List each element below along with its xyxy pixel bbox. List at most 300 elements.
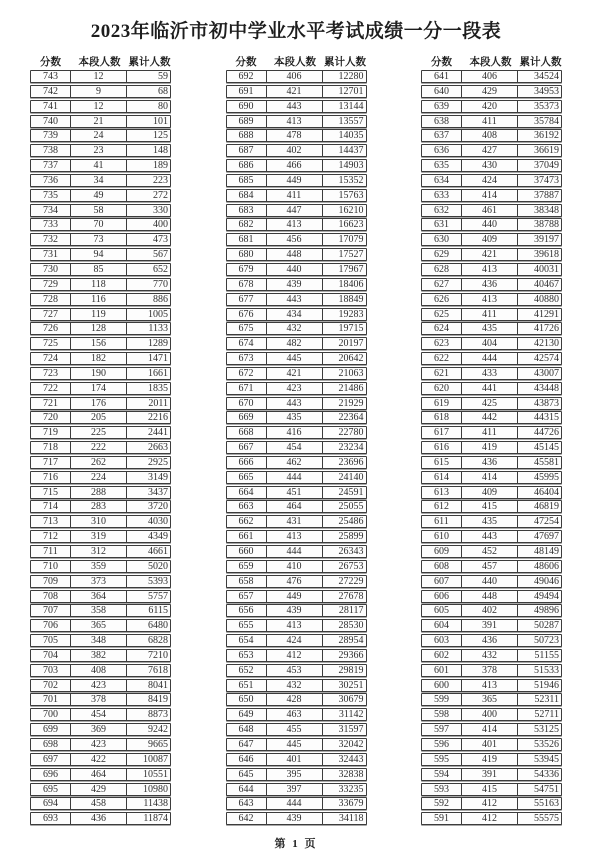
score-cell: 669 bbox=[227, 412, 267, 423]
segment-count-cell: 440 bbox=[462, 576, 518, 587]
cumulative-count-cell: 45145 bbox=[534, 442, 559, 454]
page-number: 第 1 页 bbox=[274, 838, 318, 851]
cumulative-count-cell: 3720 bbox=[148, 501, 168, 513]
segment-count-cell: 190 bbox=[71, 368, 127, 379]
score-cell: 656 bbox=[227, 605, 267, 616]
segment-count-cell: 482 bbox=[267, 338, 323, 349]
table-row bbox=[421, 308, 562, 321]
table-row bbox=[421, 337, 562, 350]
cumulative-count-cell: 17967 bbox=[338, 263, 364, 275]
cumulative-count-cell: 49494 bbox=[534, 590, 559, 602]
table-row bbox=[421, 649, 562, 662]
score-cell: 600 bbox=[422, 680, 462, 691]
cumulative-count-cell: 35784 bbox=[534, 115, 559, 127]
cumulative-count-cell: 34118 bbox=[338, 813, 364, 825]
segment-count-cell: 58 bbox=[71, 205, 127, 216]
cumulative-count-cell: 5020 bbox=[148, 560, 168, 572]
score-cell: 721 bbox=[31, 398, 71, 409]
cumulative-count-cell: 223 bbox=[153, 174, 168, 186]
table-row bbox=[226, 248, 367, 261]
score-cell: 634 bbox=[422, 175, 462, 186]
segment-count-cell: 176 bbox=[71, 398, 127, 409]
segment-count-cell: 445 bbox=[267, 739, 323, 750]
tables-container bbox=[30, 55, 562, 827]
score-cell: 687 bbox=[227, 145, 267, 156]
table-row bbox=[421, 604, 562, 617]
cumulative-count-cell: 652 bbox=[153, 263, 168, 275]
score-cell: 592 bbox=[422, 798, 462, 809]
cumulative-count-cell: 14035 bbox=[338, 130, 364, 142]
table-row bbox=[226, 797, 367, 810]
table-row bbox=[421, 263, 562, 276]
table-row bbox=[421, 530, 562, 543]
table-row bbox=[30, 129, 171, 142]
table-header bbox=[421, 55, 562, 67]
table-row bbox=[30, 486, 171, 499]
segment-count-cell: 423 bbox=[71, 680, 127, 691]
table-row bbox=[421, 204, 562, 217]
table-row bbox=[30, 233, 171, 246]
cumulative-count-cell: 2441 bbox=[148, 427, 168, 439]
table-row bbox=[30, 500, 171, 513]
table-row bbox=[226, 545, 367, 558]
cumulative-count-cell: 2663 bbox=[148, 442, 168, 454]
table-row bbox=[226, 679, 367, 692]
cumulative-count-cell: 42574 bbox=[534, 353, 559, 365]
score-cell: 654 bbox=[227, 635, 267, 646]
segment-count-cell: 411 bbox=[267, 190, 323, 201]
score-cell: 632 bbox=[422, 205, 462, 216]
table-row bbox=[226, 322, 367, 335]
score-cell: 596 bbox=[422, 739, 462, 750]
score-cell: 629 bbox=[422, 249, 462, 260]
table-row bbox=[421, 664, 562, 677]
segment-count-cell: 182 bbox=[71, 353, 127, 364]
cumulative-count-cell: 54751 bbox=[534, 783, 559, 795]
segment-count-cell: 401 bbox=[462, 739, 518, 750]
table-row bbox=[226, 693, 367, 706]
score-cell: 616 bbox=[422, 442, 462, 453]
table-row bbox=[30, 812, 171, 825]
table-row bbox=[226, 337, 367, 350]
score-cell: 597 bbox=[422, 724, 462, 735]
cumulative-count-cell: 13144 bbox=[338, 100, 364, 112]
cumulative-count-cell: 34524 bbox=[534, 71, 559, 82]
table-row bbox=[421, 159, 562, 172]
cumulative-count-cell: 567 bbox=[153, 249, 168, 261]
score-cell: 635 bbox=[422, 160, 462, 171]
score-cell: 731 bbox=[31, 249, 71, 260]
cumulative-count-cell: 34953 bbox=[534, 85, 559, 97]
table-row bbox=[226, 382, 367, 395]
score-cell: 655 bbox=[227, 620, 267, 631]
table-row bbox=[421, 322, 562, 335]
segment-count-cell: 451 bbox=[267, 487, 323, 498]
score-cell: 659 bbox=[227, 561, 267, 572]
cumulative-count-cell: 33235 bbox=[338, 783, 364, 795]
segment-count-cell: 454 bbox=[71, 709, 127, 720]
score-cell: 684 bbox=[227, 190, 267, 201]
cumulative-count-cell: 22364 bbox=[338, 412, 364, 424]
score-cell: 603 bbox=[422, 635, 462, 646]
cumulative-count-cell: 43873 bbox=[534, 397, 559, 409]
table-row bbox=[421, 708, 562, 721]
segment-count-cell: 419 bbox=[462, 442, 518, 453]
segment-count-cell: 119 bbox=[71, 309, 127, 320]
table-row bbox=[30, 382, 171, 395]
segment-count-cell: 413 bbox=[462, 294, 518, 305]
cumulative-count-cell: 43007 bbox=[534, 367, 559, 379]
segment-count-cell: 73 bbox=[71, 234, 127, 245]
header-segment-count: 本段人数 bbox=[274, 56, 316, 68]
table-row bbox=[421, 144, 562, 157]
score-cell: 639 bbox=[422, 101, 462, 112]
header-score: 分数 bbox=[431, 56, 452, 68]
score-cell: 732 bbox=[31, 234, 71, 245]
cumulative-count-cell: 3437 bbox=[148, 486, 168, 498]
cumulative-count-cell: 37473 bbox=[534, 174, 559, 186]
score-cell: 704 bbox=[31, 650, 71, 661]
cumulative-count-cell: 12701 bbox=[338, 85, 364, 97]
cumulative-count-cell: 41291 bbox=[534, 308, 559, 320]
segment-count-cell: 288 bbox=[71, 487, 127, 498]
cumulative-count-cell: 15763 bbox=[338, 189, 364, 201]
cumulative-count-cell: 8873 bbox=[148, 709, 168, 721]
cumulative-count-cell: 47697 bbox=[534, 531, 559, 543]
table-row bbox=[30, 738, 171, 751]
cumulative-count-cell: 1661 bbox=[148, 367, 168, 379]
score-cell: 649 bbox=[227, 709, 267, 720]
cumulative-count-cell: 46404 bbox=[534, 486, 559, 498]
table-row bbox=[226, 515, 367, 528]
segment-count-cell: 365 bbox=[462, 694, 518, 705]
cumulative-count-cell: 16210 bbox=[338, 204, 364, 216]
score-cell: 644 bbox=[227, 784, 267, 795]
segment-count-cell: 424 bbox=[462, 175, 518, 186]
segment-count-cell: 411 bbox=[462, 427, 518, 438]
table-row bbox=[30, 545, 171, 558]
segment-count-cell: 413 bbox=[267, 219, 323, 230]
cumulative-count-cell: 12280 bbox=[338, 71, 364, 82]
segment-count-cell: 436 bbox=[71, 813, 127, 824]
table-row bbox=[30, 649, 171, 662]
table-row bbox=[226, 204, 367, 217]
table-row bbox=[30, 322, 171, 335]
cumulative-count-cell: 50723 bbox=[534, 635, 559, 647]
cumulative-count-cell: 5757 bbox=[148, 590, 168, 602]
segment-count-cell: 435 bbox=[267, 412, 323, 423]
score-cell: 693 bbox=[31, 813, 71, 824]
cumulative-count-cell: 4349 bbox=[148, 531, 168, 543]
score-cell: 712 bbox=[31, 531, 71, 542]
segment-count-cell: 378 bbox=[71, 694, 127, 705]
segment-count-cell: 358 bbox=[71, 605, 127, 616]
cumulative-count-cell: 40031 bbox=[534, 263, 559, 275]
cumulative-count-cell: 148 bbox=[153, 145, 168, 157]
table-row bbox=[421, 738, 562, 751]
score-cell: 701 bbox=[31, 694, 71, 705]
segment-count-cell: 312 bbox=[71, 546, 127, 557]
segment-count-cell: 435 bbox=[462, 516, 518, 527]
segment-count-cell: 430 bbox=[462, 160, 518, 171]
score-cell: 743 bbox=[31, 71, 71, 82]
cumulative-count-cell: 38788 bbox=[534, 219, 559, 231]
table-row bbox=[226, 159, 367, 172]
cumulative-count-cell: 25899 bbox=[338, 531, 364, 543]
cumulative-count-cell: 20642 bbox=[338, 353, 364, 365]
table-row bbox=[30, 426, 171, 439]
segment-count-cell: 449 bbox=[267, 591, 323, 602]
table-row bbox=[30, 397, 171, 410]
score-cell: 591 bbox=[422, 813, 462, 824]
segment-count-cell: 476 bbox=[267, 576, 323, 587]
cumulative-count-cell: 19283 bbox=[338, 308, 364, 320]
table-row bbox=[30, 278, 171, 291]
score-cell: 678 bbox=[227, 279, 267, 290]
segment-count-cell: 436 bbox=[462, 635, 518, 646]
table-row bbox=[421, 441, 562, 454]
table-row bbox=[30, 708, 171, 721]
table-body bbox=[421, 70, 562, 825]
segment-count-cell: 444 bbox=[267, 798, 323, 809]
segment-count-cell: 23 bbox=[71, 145, 127, 156]
table-row bbox=[226, 738, 367, 751]
table-row bbox=[30, 441, 171, 454]
score-cell: 679 bbox=[227, 264, 267, 275]
cumulative-count-cell: 25055 bbox=[338, 501, 364, 513]
score-cell: 716 bbox=[31, 472, 71, 483]
segment-count-cell: 174 bbox=[71, 383, 127, 394]
table-row bbox=[226, 129, 367, 142]
score-cell: 627 bbox=[422, 279, 462, 290]
segment-count-cell: 421 bbox=[267, 86, 323, 97]
score-cell: 658 bbox=[227, 576, 267, 587]
cumulative-count-cell: 48606 bbox=[534, 560, 559, 572]
cumulative-count-cell: 17527 bbox=[338, 249, 364, 261]
score-cell: 595 bbox=[422, 754, 462, 765]
score-cell: 638 bbox=[422, 116, 462, 127]
segment-count-cell: 401 bbox=[267, 754, 323, 765]
segment-count-cell: 443 bbox=[462, 531, 518, 542]
score-cell: 613 bbox=[422, 487, 462, 498]
segment-count-cell: 436 bbox=[462, 457, 518, 468]
table-row bbox=[226, 308, 367, 321]
table-row bbox=[421, 471, 562, 484]
score-cell: 646 bbox=[227, 754, 267, 765]
segment-count-cell: 447 bbox=[267, 205, 323, 216]
score-cell: 738 bbox=[31, 145, 71, 156]
cumulative-count-cell: 26753 bbox=[338, 560, 364, 572]
table-row bbox=[421, 590, 562, 603]
table-row bbox=[226, 604, 367, 617]
score-cell: 672 bbox=[227, 368, 267, 379]
score-cell: 622 bbox=[422, 353, 462, 364]
score-cell: 647 bbox=[227, 739, 267, 750]
table-row bbox=[226, 397, 367, 410]
segment-count-cell: 409 bbox=[462, 487, 518, 498]
score-cell: 722 bbox=[31, 383, 71, 394]
segment-count-cell: 412 bbox=[462, 813, 518, 824]
table-row bbox=[30, 248, 171, 261]
segment-count-cell: 391 bbox=[462, 769, 518, 780]
segment-count-cell: 12 bbox=[71, 101, 127, 112]
cumulative-count-cell: 55575 bbox=[534, 813, 559, 825]
cumulative-count-cell: 10980 bbox=[143, 783, 168, 795]
cumulative-count-cell: 45581 bbox=[534, 456, 559, 468]
segment-count-cell: 21 bbox=[71, 116, 127, 127]
score-cell: 623 bbox=[422, 338, 462, 349]
cumulative-count-cell: 770 bbox=[153, 278, 168, 290]
header-cumulative-count: 累计人数 bbox=[519, 56, 562, 68]
cumulative-count-cell: 28954 bbox=[338, 635, 364, 647]
table-row bbox=[421, 397, 562, 410]
table-row bbox=[30, 560, 171, 573]
segment-count-cell: 373 bbox=[71, 576, 127, 587]
score-cell: 674 bbox=[227, 338, 267, 349]
score-cell: 650 bbox=[227, 694, 267, 705]
cumulative-count-cell: 14903 bbox=[338, 160, 364, 172]
table-row bbox=[30, 337, 171, 350]
table-row bbox=[30, 530, 171, 543]
table-row bbox=[421, 278, 562, 291]
segment-count-cell: 432 bbox=[267, 323, 323, 334]
cumulative-count-cell: 4661 bbox=[148, 546, 168, 557]
segment-count-cell: 440 bbox=[462, 219, 518, 230]
cumulative-count-cell: 2011 bbox=[148, 397, 168, 409]
cumulative-count-cell: 23234 bbox=[338, 442, 364, 454]
cumulative-count-cell: 24591 bbox=[338, 486, 364, 498]
segment-count-cell: 406 bbox=[462, 71, 518, 82]
segment-count-cell: 225 bbox=[71, 427, 127, 438]
cumulative-count-cell: 1133 bbox=[148, 323, 168, 335]
score-cell: 633 bbox=[422, 190, 462, 201]
table-row bbox=[421, 500, 562, 513]
score-cell: 663 bbox=[227, 501, 267, 512]
score-cell: 620 bbox=[422, 383, 462, 394]
cumulative-count-cell: 49896 bbox=[534, 605, 559, 617]
segment-count-cell: 224 bbox=[71, 472, 127, 483]
table-row bbox=[226, 768, 367, 781]
cumulative-count-cell: 41726 bbox=[534, 323, 559, 335]
table-row bbox=[226, 367, 367, 380]
cumulative-count-cell: 52711 bbox=[534, 709, 559, 721]
score-cell: 707 bbox=[31, 605, 71, 616]
table-row bbox=[421, 486, 562, 499]
table-row bbox=[421, 85, 562, 98]
score-cell: 637 bbox=[422, 130, 462, 141]
score-cell: 626 bbox=[422, 294, 462, 305]
score-cell: 725 bbox=[31, 338, 71, 349]
header-cumulative-count: 累计人数 bbox=[324, 56, 366, 68]
segment-count-cell: 443 bbox=[267, 294, 323, 305]
table-row bbox=[421, 753, 562, 766]
cumulative-count-cell: 29366 bbox=[338, 649, 364, 661]
score-cell: 706 bbox=[31, 620, 71, 631]
score-cell: 599 bbox=[422, 694, 462, 705]
score-cell: 662 bbox=[227, 516, 267, 527]
segment-count-cell: 415 bbox=[462, 784, 518, 795]
cumulative-count-cell: 21486 bbox=[338, 382, 364, 394]
table-row bbox=[30, 70, 171, 83]
segment-count-cell: 395 bbox=[267, 769, 323, 780]
table-row bbox=[421, 174, 562, 187]
table-row bbox=[30, 352, 171, 365]
score-cell: 601 bbox=[422, 665, 462, 676]
score-cell: 666 bbox=[227, 457, 267, 468]
segment-count-cell: 94 bbox=[71, 249, 127, 260]
score-cell: 724 bbox=[31, 353, 71, 364]
segment-count-cell: 432 bbox=[462, 650, 518, 661]
table-row bbox=[30, 263, 171, 276]
cumulative-count-cell: 32838 bbox=[338, 768, 364, 780]
segment-count-cell: 416 bbox=[267, 427, 323, 438]
segment-count-cell: 444 bbox=[267, 546, 323, 557]
table-row bbox=[421, 545, 562, 558]
cumulative-count-cell: 51533 bbox=[534, 664, 559, 676]
table-row bbox=[421, 515, 562, 528]
score-cell: 709 bbox=[31, 576, 71, 587]
score-cell: 726 bbox=[31, 323, 71, 334]
table-row bbox=[30, 753, 171, 766]
score-cell: 728 bbox=[31, 294, 71, 305]
score-cell: 715 bbox=[31, 487, 71, 498]
cumulative-count-cell: 30251 bbox=[338, 679, 364, 691]
cumulative-count-cell: 9242 bbox=[148, 724, 168, 736]
table-row bbox=[226, 634, 367, 647]
segment-count-cell: 421 bbox=[267, 368, 323, 379]
score-cell: 645 bbox=[227, 769, 267, 780]
table-row bbox=[421, 129, 562, 142]
table-row bbox=[421, 679, 562, 692]
cumulative-count-cell: 40880 bbox=[534, 293, 559, 305]
cumulative-count-cell: 18406 bbox=[338, 278, 364, 290]
cumulative-count-cell: 101 bbox=[153, 115, 168, 127]
segment-count-cell: 436 bbox=[462, 279, 518, 290]
score-cell: 686 bbox=[227, 160, 267, 171]
score-cell: 653 bbox=[227, 650, 267, 661]
cumulative-count-cell: 37887 bbox=[534, 189, 559, 201]
score-cell: 690 bbox=[227, 101, 267, 112]
cumulative-count-cell: 21929 bbox=[338, 397, 364, 409]
segment-count-cell: 310 bbox=[71, 516, 127, 527]
cumulative-count-cell: 272 bbox=[153, 189, 168, 201]
table-row bbox=[421, 797, 562, 810]
cumulative-count-cell: 51946 bbox=[534, 679, 559, 691]
table-row bbox=[30, 797, 171, 810]
segment-count-cell: 478 bbox=[267, 130, 323, 141]
segment-count-cell: 118 bbox=[71, 279, 127, 290]
table-row bbox=[226, 723, 367, 736]
segment-count-cell: 412 bbox=[462, 798, 518, 809]
table-body bbox=[226, 70, 367, 825]
segment-count-cell: 408 bbox=[71, 665, 127, 676]
segment-count-cell: 439 bbox=[267, 605, 323, 616]
segment-count-cell: 424 bbox=[267, 635, 323, 646]
cumulative-count-cell: 17079 bbox=[338, 234, 364, 246]
cumulative-count-cell: 28530 bbox=[338, 620, 364, 632]
score-cell: 673 bbox=[227, 353, 267, 364]
score-cell: 714 bbox=[31, 501, 71, 512]
cumulative-count-cell: 886 bbox=[153, 293, 168, 305]
score-cell: 671 bbox=[227, 383, 267, 394]
segment-count-cell: 348 bbox=[71, 635, 127, 646]
cumulative-count-cell: 189 bbox=[153, 160, 168, 172]
table-row bbox=[30, 85, 171, 98]
table-row bbox=[30, 515, 171, 528]
table-row bbox=[421, 293, 562, 306]
segment-count-cell: 156 bbox=[71, 338, 127, 349]
cumulative-count-cell: 6828 bbox=[148, 635, 168, 647]
